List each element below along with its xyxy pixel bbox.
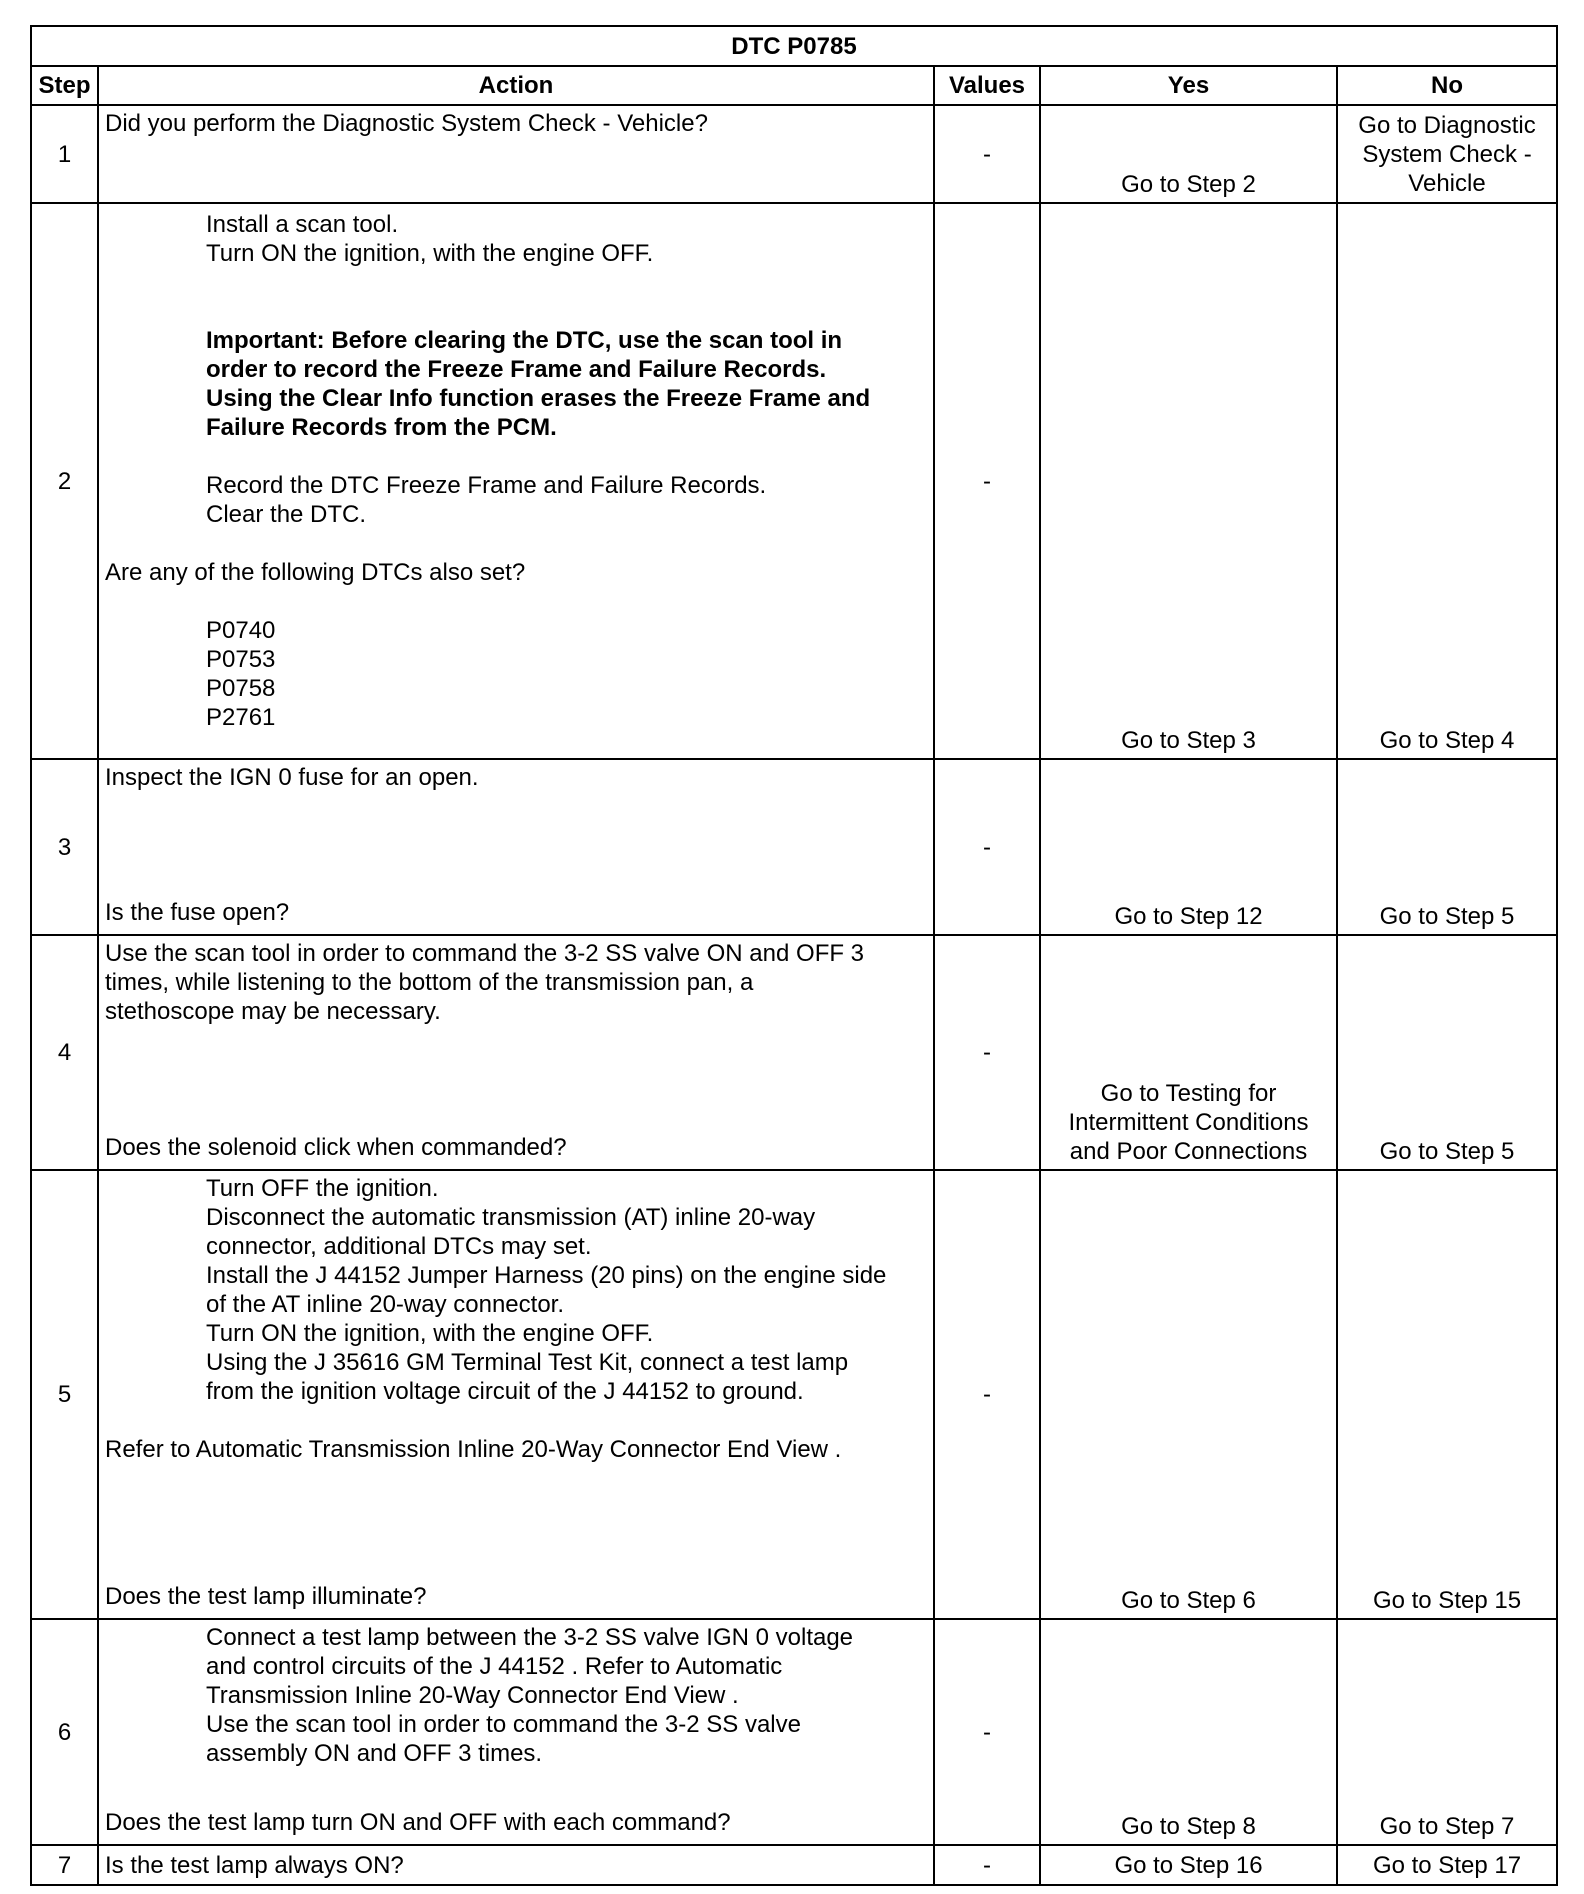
action-cell [98,203,934,759]
table-row [31,1170,1557,1619]
action-bullet: Using the J 35616 GM Terminal Test Kit, connect a test lamp [206,1349,849,1376]
action-question: Does the test lamp illuminate? [105,1583,427,1610]
yes-cell: Go to Step 8 [1040,1619,1337,1845]
action-cell [98,105,934,203]
action-bullet: Transmission Inline 20-Way Connector End View . [206,1682,739,1709]
value-cell: - [934,105,1040,203]
header-step: Step [31,66,98,105]
action-cell [98,1170,934,1619]
action-bullet: and control circuits of the J 44152 . Refer to Automatic [206,1653,783,1680]
value-cell: - [934,1845,1040,1885]
title-row [31,26,1557,66]
action-bullet: assembly ON and OFF 3 times. [206,1740,543,1767]
header-row [31,66,1557,105]
table-row [31,759,1557,935]
action-text: times, while listening to the bottom of the transmission pan, a [105,969,754,996]
no-text: Vehicle [1408,169,1486,197]
action-bullet: from the ignition voltage circuit of the J 44152 to ground. [206,1378,804,1405]
header-action: Action [98,66,934,105]
action-bullet: Turn ON the ignition, with the engine OFF. [206,240,654,267]
action-question: Are any of the following DTCs also set? [105,559,526,586]
no-cell: Go to Step 5 [1337,759,1557,935]
important-note: Using the Clear Info function erases the Freeze Frame and [206,385,871,412]
step-number: 3 [31,759,98,935]
yes-text: Intermittent Conditions [1068,1109,1309,1136]
step-number: 4 [31,935,98,1170]
no-cell: Go to Step 7 [1337,1619,1557,1845]
no-cell: Go to Step 5 [1337,935,1557,1170]
action-bullet: Disconnect the automatic transmission (AT) inline 20-way [206,1204,816,1231]
step-number: 5 [31,1170,98,1619]
action-text: Did you perform the Diagnostic System Check - Vehicle? [105,110,708,137]
action-bullet: connector, additional DTCs may set. [206,1233,592,1260]
action-bullet: Use the scan tool in order to command the 3-2 SS valve [206,1711,801,1738]
important-note: order to record the Freeze Frame and Failure Records. [206,356,827,383]
table-row [31,935,1557,1170]
action-bullet: Install the J 44152 Jumper Harness (20 pins) on the engine side [206,1262,887,1289]
action-cell [98,759,934,935]
action-bullet: Record the DTC Freeze Frame and Failure Records. [206,472,767,499]
dtc-code: P0758 [206,675,276,702]
no-cell: Go to Step 4 [1337,203,1557,759]
header-yes: Yes [1040,66,1337,105]
value-cell: - [934,203,1040,759]
dtc-code: P0753 [206,646,276,673]
action-bullet: Install a scan tool. [206,211,399,238]
yes-text: and Poor Connections [1069,1138,1308,1165]
action-text: stethoscope may be necessary. [105,998,441,1025]
table-title: DTC P0785 [31,26,1557,66]
yes-text: Go to Testing for [1100,1080,1277,1107]
table-row [31,203,1557,759]
step-number: 6 [31,1619,98,1845]
no-cell [1337,105,1557,203]
action-question: Does the solenoid click when commanded? [105,1134,567,1161]
table-row [31,105,1557,203]
yes-cell: Go to Step 2 [1040,105,1337,203]
table-row [31,1619,1557,1845]
action-text: Use the scan tool in order to command the 3-2 SS valve ON and OFF 3 [105,940,865,967]
header-values: Values [934,66,1040,105]
action-bullet: Connect a test lamp between the 3-2 SS valve IGN 0 voltage [206,1624,854,1651]
action-question: Does the test lamp turn ON and OFF with each command? [105,1809,731,1836]
diagnostic-table [30,25,1558,1886]
action-question: Is the fuse open? [105,899,290,926]
action-text: Inspect the IGN 0 fuse for an open. [105,764,479,791]
action-cell [98,1619,934,1845]
yes-cell: Go to Step 12 [1040,759,1337,935]
refer-text: Refer to Automatic Transmission Inline 20-Way Connector End View . [105,1436,842,1463]
yes-cell [1040,935,1337,1170]
yes-cell: Go to Step 16 [1040,1845,1337,1885]
no-text: Go to Diagnostic [1358,111,1536,139]
action-cell: Is the test lamp always ON? [98,1845,934,1885]
action-bullet: Turn ON the ignition, with the engine OFF. [206,1320,654,1347]
table-row [31,1845,1557,1885]
no-cell: Go to Step 15 [1337,1170,1557,1619]
value-cell: - [934,759,1040,935]
action-bullet: Turn OFF the ignition. [206,1175,439,1202]
yes-cell: Go to Step 6 [1040,1170,1337,1619]
value-cell: - [934,1170,1040,1619]
yes-cell: Go to Step 3 [1040,203,1337,759]
action-bullet: of the AT inline 20-way connector. [206,1291,564,1318]
important-note: Failure Records from the PCM. [206,414,557,441]
action-cell [98,935,934,1170]
action-bullet: Clear the DTC. [206,501,367,528]
step-number: 1 [31,105,98,203]
dtc-code: P0740 [206,617,276,644]
no-cell: Go to Step 17 [1337,1845,1557,1885]
value-cell: - [934,935,1040,1170]
dtc-code: P2761 [206,704,276,731]
no-text: System Check - [1362,140,1532,168]
step-number: 2 [31,203,98,759]
step-number: 7 [31,1845,98,1885]
header-no: No [1337,66,1557,105]
value-cell: - [934,1619,1040,1845]
important-note: Important: Before clearing the DTC, use the scan tool in [206,327,843,354]
